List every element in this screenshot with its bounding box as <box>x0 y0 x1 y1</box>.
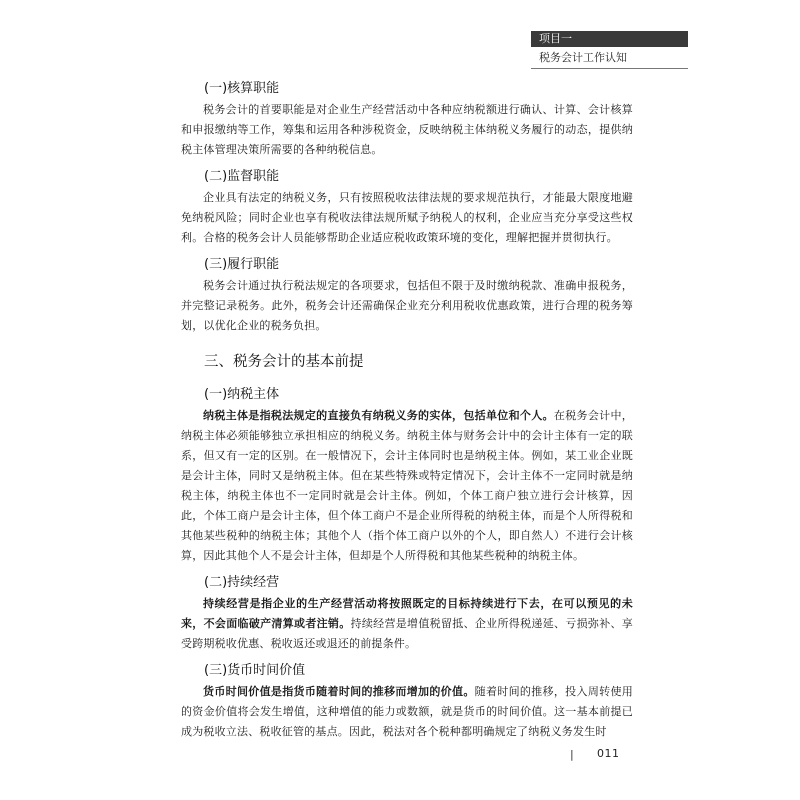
chapter-tab: 项目一 <box>531 31 688 47</box>
definition-taxpayer: 纳税主体是指税法规定的直接负有纳税义务的实体，包括单位和个人。 <box>203 409 554 422</box>
text-going-concern: 持续经营是增值税留抵、企业所得税递延、亏损弥补、享受跨期税收优惠、税收返还或退还的前提条件。 <box>181 617 634 650</box>
paragraph-fulfillment: 税务会计通过执行税法规定的各项要求，包括但不限于及时缴纳税款、准确申报税务，并完整记录税务。此外，税务会计还需确保企业充分利用税收优惠政策，进行合理的税务筹划，以优化企业的税务负担。 <box>181 279 633 332</box>
page-content <box>181 80 633 742</box>
paragraph-accounting: 税务会计的首要职能是对企业生产经营活动中各种应纳税额进行确认、计算、会计核算和申报缴纳等工作，筹集和运用各种涉税资金，反映纳税主体纳税义务履行的动态，提供纳税主体管理决策所需要的各种纳税信息。 <box>181 103 633 156</box>
text-taxpayer: 在税务会计中，纳税主体必须能够独立承担相应的纳税义务。纳税主体与财务会计中的会计主体有一定的联系，但又有一定的区别。在一般情况下，会计主体同时也是纳税主体。例如，某工业企业既是会计主体，同时又是纳税主体。但在某些特殊或特定情况下，会计主体不一定同时就是纳税主体，纳税主体也不一定同时就是会计主体。例如，个体工商户独立进行会计核算，因此，个体工商户是会计主体，但个体工商户不是企业所得税的纳税主体，而是个人所得税和其他某些税种的纳税主体；其他个人（指个体工商户以外的个人，即自然人）不进行会计核算，因此其他个人不是会计主体，但却是个人所得税和其他某些税种的纳税主体。 <box>181 409 634 562</box>
definition-time-value: 货币时间价值是指货币随着时间的推移而增加的价值。 <box>203 685 475 698</box>
section-heading-supervision: (二)监督职能 <box>204 169 280 184</box>
section-heading-taxpayer: (一)纳税主体 <box>204 387 280 402</box>
section-heading-accounting: (一)核算职能 <box>204 81 280 96</box>
paragraph-going-concern <box>181 594 633 654</box>
main-section-heading: 三、税务会计的基本前提 <box>204 354 364 370</box>
paragraph-time-value <box>181 682 633 742</box>
footer-separator: | <box>570 748 574 761</box>
section-heading-going-concern: (二)持续经营 <box>204 575 280 590</box>
definition-going-concern: 持续经营是指企业的生产经营活动将按照既定的目标持续进行下去，在可以预见的未来，不会面临破产清算或者注销。 <box>181 597 633 630</box>
page-number: 011 <box>597 747 620 760</box>
chapter-subtitle: 税务会计工作认知 <box>539 51 627 64</box>
paragraph-supervision: 企业具有法定的纳税义务，只有按照税收法律法规的要求规范执行，才能最大限度地避免纳税风险；同时企业也享有税收法律法规所赋予纳税人的权利，企业应当充分享受这些权利。合格的税务会计人员能够帮助企业适应税收政策环境的变化，理解把握并贯彻执行。 <box>181 191 633 244</box>
section-heading-time-value: (三)货币时间价值 <box>204 663 306 678</box>
text-time-value: 随着时间的推移，投入周转使用的资金价值将会发生增值，这种增值的能力或数额，就是货币的时间价值。这一基本前提已成为税收立法、税收征管的基点。因此，税法对各个税种都明确规定了纳税义务发生时 <box>181 685 633 738</box>
header-divider <box>531 68 688 69</box>
section-heading-fulfillment: (三)履行职能 <box>204 257 280 272</box>
paragraph-taxpayer <box>181 406 633 566</box>
